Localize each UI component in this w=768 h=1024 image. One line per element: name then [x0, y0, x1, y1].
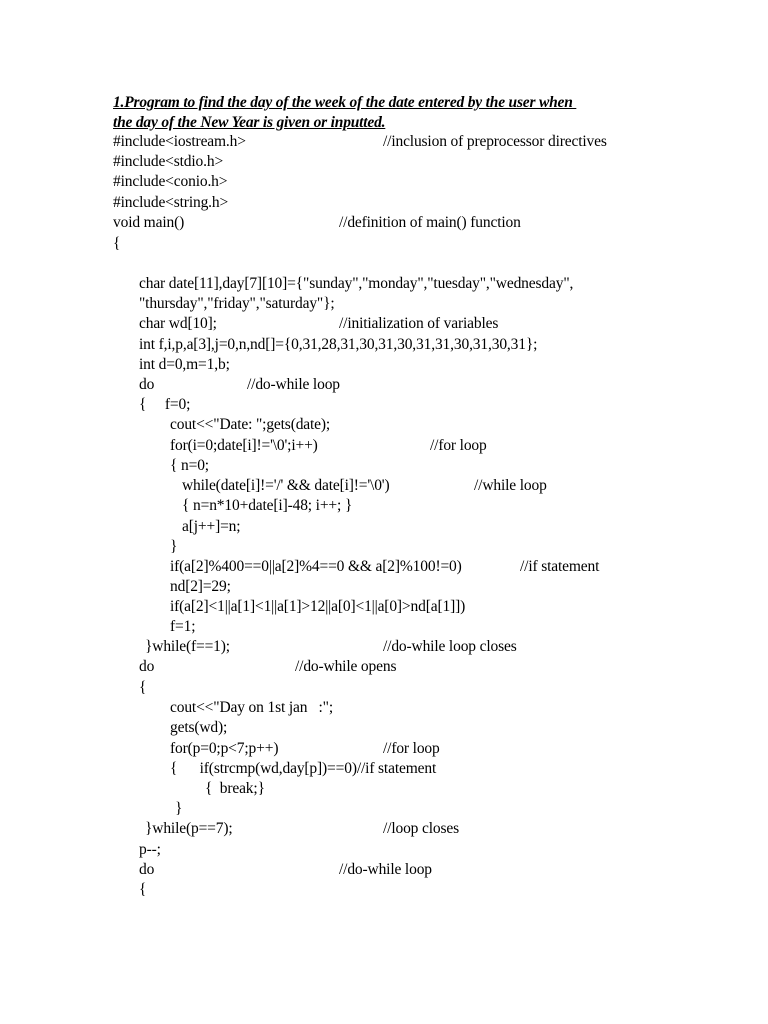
code-line-for-i: for(i=0;date[i]!='\0';i++)	[170, 437, 318, 454]
code-line-int-d: int d=0,m=1,b;	[139, 356, 230, 373]
code-comment-for-2: //for loop	[383, 740, 440, 757]
code-comment-for-1: //for loop	[430, 437, 487, 454]
program-title-line-2: the day of the New Year is given or inputted.	[113, 114, 386, 131]
code-line-char-date-cont: "thursday","friday","saturday"};	[139, 295, 335, 312]
code-line-if-validate: if(a[2]<1||a[1]<1||a[1]>12||a[0]<1||a[0]>nd[a[1]])	[170, 598, 466, 615]
code-line-char-wd: char wd[10];	[139, 315, 217, 332]
code-line-include-conio: #include<conio.h>	[113, 173, 228, 190]
code-line-int-f: int f,i,p,a[3],j=0,n,nd[]={0,31,28,31,30,31,30,31,31,30,31,30,31};	[139, 336, 538, 353]
code-line-do-2: do	[139, 658, 155, 675]
code-comment-if-1: //if statement	[520, 558, 600, 575]
code-line-cout-day: cout<<"Day on 1st jan :";	[170, 699, 333, 716]
code-comment-while: //while loop	[474, 477, 547, 494]
code-comment-include: //inclusion of preprocessor directives	[383, 133, 607, 150]
code-line-for-p: for(p=0;p<7;p++)	[170, 740, 279, 757]
code-line-close-brace-1: }	[170, 538, 178, 555]
code-line-if-leap: if(a[2]%400==0||a[2]%4==0 && a[2]%100!=0)	[170, 558, 462, 575]
code-line-open-brace-3: {	[139, 881, 147, 898]
code-comment-main: //definition of main() function	[339, 214, 521, 231]
code-comment-loop-closes: //loop closes	[383, 820, 459, 837]
code-line-char-date: char date[11],day[7][10]={"sunday","monday","tuesday","wednesday",	[139, 275, 574, 292]
code-line-a-assign: a[j++]=n;	[182, 518, 241, 535]
code-line-include-string: #include<string.h>	[113, 194, 229, 211]
code-line-n-calc: { n=n*10+date[i]-48; i++; }	[182, 497, 353, 514]
code-line-f-one: f=1;	[170, 618, 196, 635]
code-line-n-zero: { n=0;	[170, 457, 209, 474]
code-line-if-strcmp: { if(strcmp(wd,day[p])==0)//if statement	[170, 760, 437, 777]
code-line-do-3: do	[139, 861, 155, 878]
code-line-while-f: }while(f==1);	[145, 638, 230, 655]
code-line-open-brace: {	[113, 235, 121, 252]
code-line-while-p: }while(p==7);	[145, 820, 233, 837]
code-line-do-1: do	[139, 376, 155, 393]
code-line-break: { break;}	[205, 780, 265, 797]
code-comment-init: //initialization of variables	[339, 315, 499, 332]
code-line-nd-29: nd[2]=29;	[170, 578, 231, 595]
code-comment-do-while-1: //do-while loop	[247, 376, 340, 393]
code-comment-do-while-3: //do-while loop	[339, 861, 432, 878]
code-line-include-iostream: #include<iostream.h>	[113, 133, 246, 150]
code-line-include-stdio: #include<stdio.h>	[113, 153, 224, 170]
code-line-f-zero: { f=0;	[139, 396, 191, 413]
code-comment-do-while-closes: //do-while loop closes	[383, 638, 517, 655]
code-comment-do-while-opens: //do-while opens	[295, 658, 397, 675]
code-line-open-brace-2: {	[139, 679, 147, 696]
code-line-gets-wd: gets(wd);	[170, 719, 228, 736]
code-line-p-decrement: p--;	[139, 841, 161, 858]
code-line-cout-date: cout<<"Date: ";gets(date);	[170, 416, 331, 433]
code-line-void-main: void main()	[113, 214, 185, 231]
code-line-while-date: while(date[i]!='/' && date[i]!='\0')	[182, 477, 390, 494]
program-title-line-1: 1.Program to find the day of the week of the date entered by the user when	[113, 94, 577, 111]
code-line-close-brace-2: }	[175, 800, 183, 817]
